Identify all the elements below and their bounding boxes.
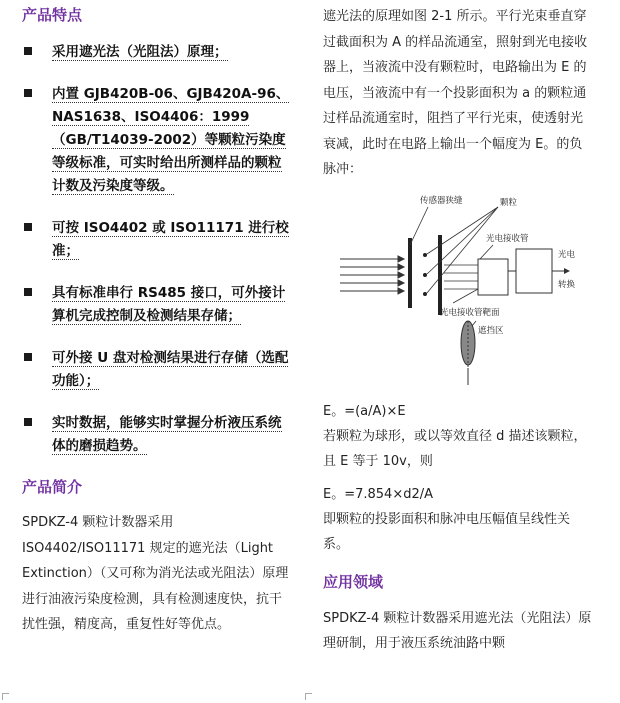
page-corner-mark bbox=[2, 693, 9, 700]
left-column bbox=[22, 0, 292, 638]
feature-text: 采用遮光法（光阻法）原理； bbox=[52, 44, 228, 60]
label-receiver-target: 光电接收管靶面 bbox=[440, 307, 500, 318]
particle-dot bbox=[423, 273, 427, 277]
application-heading: 应用领域 bbox=[323, 572, 384, 591]
slit-plate-1 bbox=[408, 238, 412, 308]
features-heading: 产品特点 bbox=[22, 6, 83, 24]
principle-paragraph: 遮光法的原理如图 2-1 所示。平行光束垂直穿过截面积为 A 的样品流通室，照射到光电接收器上，当液流中没有颗粒时，电路输出为 E 的电压，当液流中有一个投影面积为 a 的颗粒通过样品流通室时，阻挡了平行光束，使透射光衰减，此时在电路上输出一个幅度为 E。的负脉冲： bbox=[323, 9, 588, 177]
feature-text: 可外接 U 盘对检测结果进行存储（选配功能）； bbox=[52, 350, 289, 389]
bullet-square-icon bbox=[24, 418, 32, 426]
feature-text: 具有标准串行 RS485 接口，可外接计算机完成控制及检测结果存储； bbox=[52, 285, 286, 324]
feature-text: 可按 ISO4402 或 ISO11171 进行校准； bbox=[52, 220, 289, 259]
bullet-square-icon bbox=[24, 89, 32, 97]
intro-heading: 产品简介 bbox=[22, 478, 83, 496]
feature-item bbox=[22, 347, 292, 393]
photo-receiver-tube bbox=[478, 259, 508, 295]
feature-text: 内置 GJB420B-06、GJB420A-96、NAS1638、ISO4406：1999（GB/T14039-2002）等颗粒污染度等级标准，可实时给出所测样品的颗粒计数及污染度等级。 bbox=[52, 86, 290, 194]
feature-item bbox=[22, 41, 292, 64]
formula-explanation-2: 即颗粒的投影面积和脉冲电压幅值呈线性关系。 bbox=[323, 511, 571, 552]
feature-item bbox=[22, 282, 292, 328]
formula-2: E。=7.854×d2/A bbox=[323, 486, 434, 502]
bullet-square-icon bbox=[24, 47, 32, 55]
feature-item bbox=[22, 83, 292, 198]
particle-dot bbox=[423, 253, 427, 257]
feature-text: 实时数据，能够实时掌握分析液压系统体的磨损趋势。 bbox=[52, 415, 282, 454]
formula-explanation-1: 若颗粒为球形，或以等效直径 d 描述该颗粒，且 E 等于 10v，则 bbox=[323, 428, 587, 469]
feature-item bbox=[22, 217, 292, 263]
label-converter-line2: 转换 bbox=[558, 279, 576, 290]
particle-dot bbox=[423, 292, 427, 296]
right-column bbox=[323, 0, 593, 657]
intro-paragraph: SPDKZ-4 颗粒计数器采用 ISO4402/ISO11171 规定的遮光法（Light Extinction）（又可称为消光法或光阻法）原理进行油液污染度检测，具有检测速度快，抗干扰性强，精度高，重复性好等优点。 bbox=[22, 515, 289, 632]
application-paragraph: SPDKZ-4 颗粒计数器采用遮光法（光阻法）原理研制，用于液压系统油路中颗 bbox=[323, 610, 592, 651]
label-particle: 颗粒 bbox=[500, 197, 518, 208]
bullet-square-icon bbox=[24, 223, 32, 231]
label-converter-line1: 光电 bbox=[558, 249, 576, 260]
label-photo-receiver: 光电接收管 bbox=[486, 233, 529, 244]
extinction-principle-diagram bbox=[328, 193, 588, 388]
formula-1: E。=(a/A)×E bbox=[323, 403, 406, 419]
label-sensor-slit: 传感器狭缝 bbox=[420, 195, 463, 206]
page-corner-mark bbox=[305, 693, 312, 700]
features-list bbox=[22, 41, 292, 458]
light-beam-arrows bbox=[340, 256, 404, 294]
bullet-square-icon bbox=[24, 288, 32, 296]
bullet-square-icon bbox=[24, 353, 32, 361]
feature-item bbox=[22, 412, 292, 458]
label-shade-area: 遮挡区 bbox=[478, 325, 504, 336]
photo-converter-box bbox=[516, 249, 552, 293]
